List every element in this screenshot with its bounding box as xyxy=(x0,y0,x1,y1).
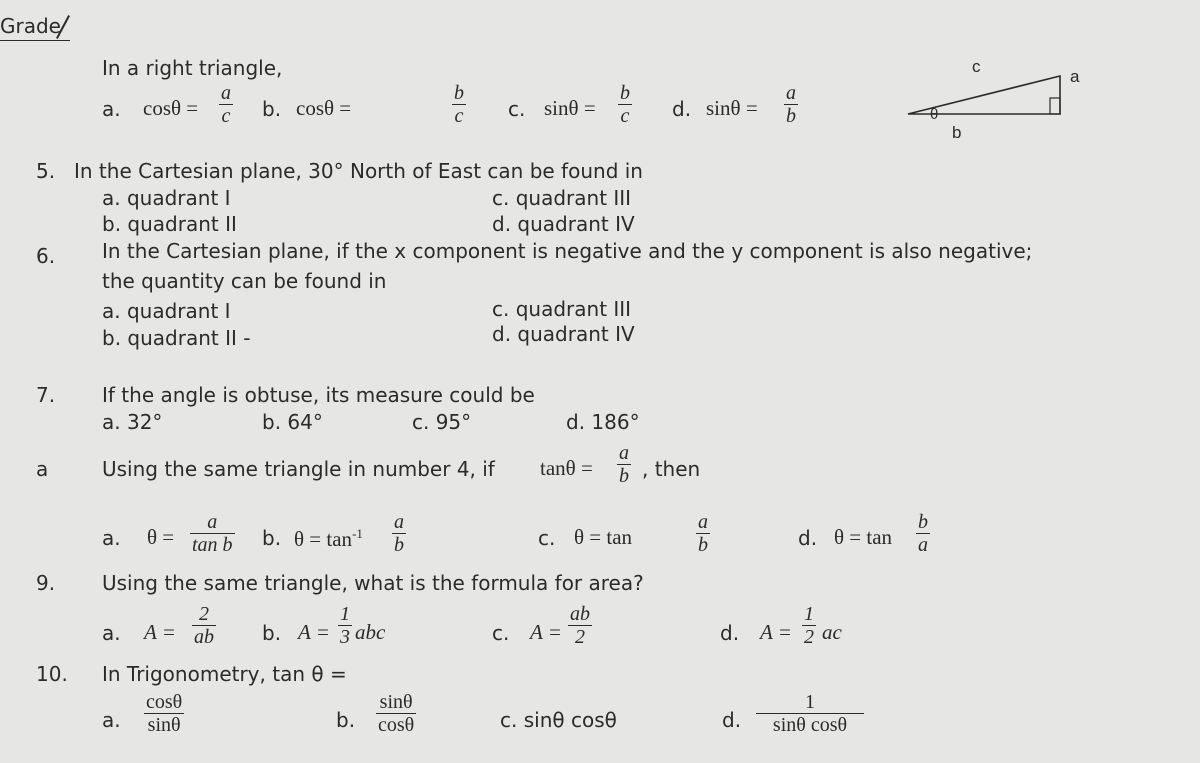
q4-c-fraction: b c xyxy=(620,82,630,127)
intro-text: In a right triangle, xyxy=(102,56,283,80)
q8-d-lhs: θ = tan xyxy=(834,525,893,549)
q8-b-superscript: -1 xyxy=(352,526,363,541)
q5-question: In the Cartesian plane, 30° North of East can be found in xyxy=(74,159,643,183)
q4-b-label: b. xyxy=(262,97,282,121)
q8-tan-fraction: a b xyxy=(619,442,629,487)
q6-option-c: c. quadrant III xyxy=(492,297,632,321)
q6-option-d: d. quadrant IV xyxy=(492,322,635,346)
q4-a-lhs: cosθ = xyxy=(143,96,199,120)
q8-b-lhs: $\theta = \tan^{-1}$ xyxy=(294,526,363,551)
q9-c-fraction: ab 2 xyxy=(570,603,590,648)
q8-d-fraction: b a xyxy=(918,511,928,556)
q10-number: 10. xyxy=(36,662,68,686)
q10-b-label: b. xyxy=(336,708,356,732)
q4-a-fraction: a c xyxy=(221,82,231,127)
header-grade: Grade xyxy=(0,14,61,38)
q4-d-label: d. xyxy=(672,97,692,121)
q4-c-lhs: sinθ = xyxy=(544,96,596,120)
q6-option-b: b. quadrant II - xyxy=(102,326,251,350)
q9-a-fraction: 2 ab xyxy=(194,603,214,648)
header-rule xyxy=(0,40,70,41)
q4-c-label: c. xyxy=(508,97,526,121)
q10-d-label: d. xyxy=(722,708,742,732)
q8-b-label: b. xyxy=(262,526,282,550)
q8-a-fraction: a tan b xyxy=(192,511,233,556)
q10-a-label: a. xyxy=(102,708,121,732)
q8-question: Using the same triangle in number 4, if xyxy=(102,457,495,481)
angle-label: θ xyxy=(930,106,939,123)
q7-number: 7. xyxy=(36,383,56,407)
q9-a-lhs: A = xyxy=(144,620,176,644)
q7-question: If the angle is obtuse, its measure could be xyxy=(102,383,535,407)
q9-b-rhs: abc xyxy=(355,620,386,644)
q9-question: Using the same triangle, what is the formula for area? xyxy=(102,571,644,595)
side-label-opp: a xyxy=(1070,67,1080,86)
q8-d-label: d. xyxy=(798,526,818,550)
q10-d-fraction: 1 sinθ cosθ xyxy=(756,692,864,735)
q6-question-line2: the quantity can be found in xyxy=(102,269,387,293)
right-angle-marker xyxy=(1050,98,1060,114)
q5-option-d: d. quadrant IV xyxy=(492,212,635,236)
q8-question-end: , then xyxy=(642,457,701,481)
q8-a-lhs: θ = xyxy=(147,525,175,549)
q4-b-fraction: b c xyxy=(454,82,464,127)
q4-d-lhs: sinθ = xyxy=(706,96,758,120)
right-triangle-diagram xyxy=(900,52,1120,142)
q9-b-label: b. xyxy=(262,621,282,645)
q9-d-rhs: ac xyxy=(822,620,842,644)
q6-option-a: a. quadrant I xyxy=(102,299,231,323)
q10-option-c: c. sinθ cosθ xyxy=(500,708,617,732)
q9-d-fraction: 1 2 xyxy=(804,603,814,648)
q9-a-label: a. xyxy=(102,621,121,645)
q7-option-d: d. 186° xyxy=(566,410,640,434)
q7-option-b: b. 64° xyxy=(262,410,323,434)
q9-c-label: c. xyxy=(492,621,510,645)
q5-option-b: b. quadrant II xyxy=(102,212,237,236)
side-label-adj: b xyxy=(952,123,962,142)
q5-option-a: a. quadrant I xyxy=(102,186,231,210)
q8-a-label: a. xyxy=(102,526,121,550)
q5-number: 5. xyxy=(36,159,56,183)
q7-option-a: a. 32° xyxy=(102,410,163,434)
q9-d-lhs: A = xyxy=(760,620,792,644)
q7-option-c: c. 95° xyxy=(412,410,472,434)
q8-c-lhs: θ = tan xyxy=(574,525,633,549)
q9-b-fraction: 1 3 xyxy=(340,603,350,648)
side-label-hyp: c xyxy=(972,57,981,76)
q6-number: 6. xyxy=(36,244,56,268)
q10-a-fraction: cosθ sinθ xyxy=(146,691,183,736)
q9-b-lhs: A = xyxy=(298,620,330,644)
q5-option-c: c. quadrant III xyxy=(492,186,632,210)
q4-b-lhs: cosθ = xyxy=(296,96,352,120)
q8-b-fraction: a b xyxy=(394,511,404,556)
q10-b-fraction: sinθ cosθ xyxy=(378,691,415,736)
q8-c-fraction: a b xyxy=(698,511,708,556)
q9-c-lhs: A = xyxy=(530,620,562,644)
q9-d-label: d. xyxy=(720,621,740,645)
q8-number: a xyxy=(36,457,49,481)
q6-question-line1: In the Cartesian plane, if the x component is negative and the y component is also negative; xyxy=(102,239,1033,263)
q9-number: 9. xyxy=(36,571,56,595)
q8-tan-lhs: tanθ = xyxy=(540,456,593,480)
q8-c-label: c. xyxy=(538,526,556,550)
q4-d-fraction: a b xyxy=(786,82,796,127)
q4-a-label: a. xyxy=(102,97,121,121)
q10-question: In Trigonometry, tan θ = xyxy=(102,662,347,686)
